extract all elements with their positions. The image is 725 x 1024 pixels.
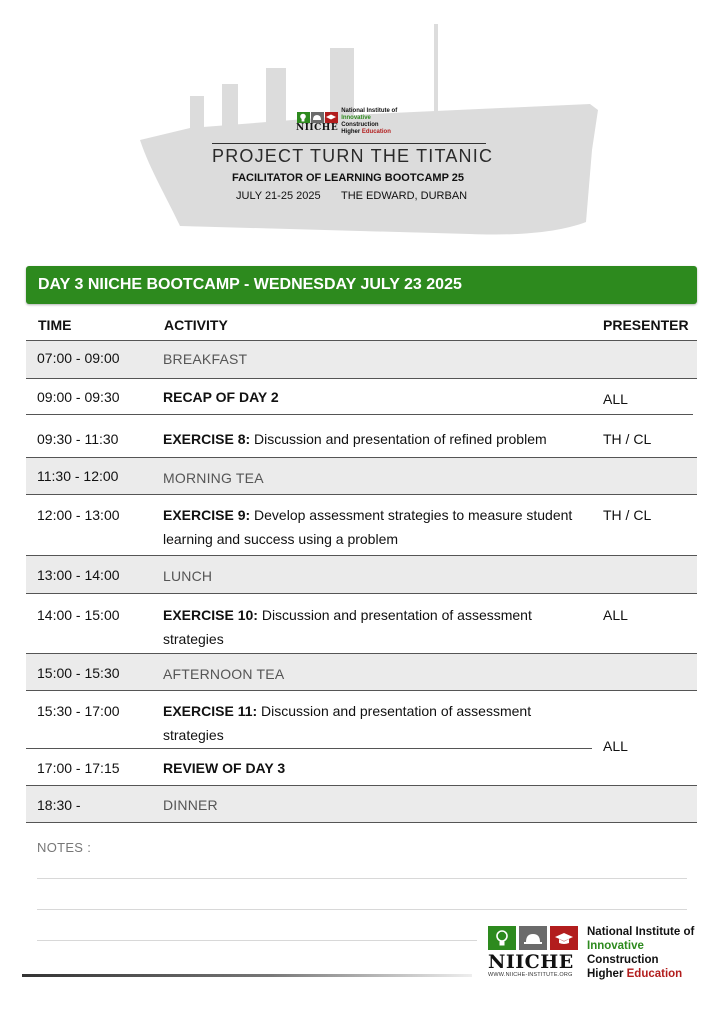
row-time: 18:30 -: [37, 797, 81, 813]
graduation-cap-icon: [550, 926, 578, 950]
row-activity: EXERCISE 10: Discussion and presentation of assessment strategies: [163, 607, 532, 647]
row-activity: MORNING TEA: [163, 470, 264, 486]
schedule-row: [26, 594, 697, 653]
footer-niiche-logo: [488, 926, 578, 978]
table-bottom-divider: [26, 822, 697, 823]
row-presenter: TH / CL: [603, 507, 652, 523]
row-presenter: ALL: [603, 738, 628, 754]
day-banner-title: DAY 3 NIICHE BOOTCAMP - WEDNESDAY JULY 23 2025: [38, 276, 462, 293]
schedule-row: [26, 495, 697, 555]
row-activity: REVIEW OF DAY 3: [163, 760, 286, 776]
notes-label: NOTES :: [37, 840, 92, 855]
notes-line: [37, 940, 477, 941]
header-org-name: National Institute of Innovative Construction Higher Education: [341, 108, 398, 135]
header-niiche-logo: [296, 108, 397, 136]
schedule-row: [26, 654, 697, 690]
header-wordmark: NIICHE: [296, 122, 339, 133]
lightbulb-icon: [488, 926, 516, 950]
row-time: 09:00 - 09:30: [37, 389, 120, 405]
row-activity: EXERCISE 8: Discussion and presentation of refined problem: [163, 431, 547, 447]
row-time: 09:30 - 11:30: [37, 431, 119, 447]
row-presenter: TH / CL: [603, 431, 652, 447]
footer-wordmark: NIICHE: [488, 951, 574, 973]
row-activity: EXERCISE 9: Develop assessment strategies to measure student learning and success using a problem: [163, 507, 573, 547]
row-activity: LUNCH: [163, 568, 213, 584]
hardhat-icon: [311, 112, 324, 123]
row-activity: DINNER: [163, 797, 218, 813]
row-activity: BREAKFAST: [163, 351, 248, 367]
footer-org-name: National Institute of Innovative Construction Higher Education: [587, 926, 695, 980]
row-presenter: ALL: [603, 607, 628, 623]
row-time: 13:00 - 14:00: [37, 567, 120, 583]
day-banner: [26, 266, 697, 304]
row-divider: [26, 414, 693, 415]
header-divider: [212, 143, 486, 144]
event-title: PROJECT TURN THE TITANIC: [212, 146, 494, 166]
row-time: 07:00 - 09:00: [37, 350, 120, 366]
footer-bar: [22, 974, 472, 977]
row-time: 12:00 - 13:00: [37, 507, 120, 523]
row-activity: RECAP OF DAY 2: [163, 389, 279, 405]
schedule-row: [26, 416, 697, 457]
hardhat-icon: [519, 926, 547, 950]
column-header-presenter: PRESENTER: [603, 317, 689, 333]
column-header-time: TIME: [38, 317, 72, 333]
schedule-row: [26, 556, 697, 593]
event-venue: THE EDWARD, DURBAN: [341, 190, 468, 202]
notes-line: [37, 878, 687, 879]
row-time: 15:30 - 17:00: [37, 703, 120, 719]
column-header-activity: ACTIVITY: [164, 317, 228, 333]
lightbulb-icon: [297, 112, 310, 123]
schedule-row: [26, 379, 697, 415]
row-time: 15:00 - 15:30: [37, 665, 120, 681]
row-presenter: ALL: [603, 391, 628, 407]
row-activity: EXERCISE 11: Discussion and presentation of assessment strategies: [163, 703, 532, 743]
row-time: 11:30 - 12:00: [37, 468, 119, 484]
event-subtitle: FACILITATOR OF LEARNING BOOTCAMP 25: [232, 172, 465, 184]
notes-line: [37, 909, 687, 910]
schedule-row: [26, 341, 697, 378]
row-time: 17:00 - 17:15: [37, 760, 120, 776]
footer-website: WWW.NIICHE-INSTITUTE.ORG: [488, 972, 573, 978]
row-activity: AFTERNOON TEA: [163, 666, 285, 682]
row-time: 14:00 - 15:00: [37, 607, 120, 623]
graduation-cap-icon: [325, 112, 338, 123]
schedule-row: [26, 786, 697, 822]
schedule-row: [26, 458, 697, 494]
schedule-row: [26, 691, 697, 748]
schedule-row: [26, 749, 697, 785]
event-dates: JULY 21-25 2025: [236, 190, 321, 202]
